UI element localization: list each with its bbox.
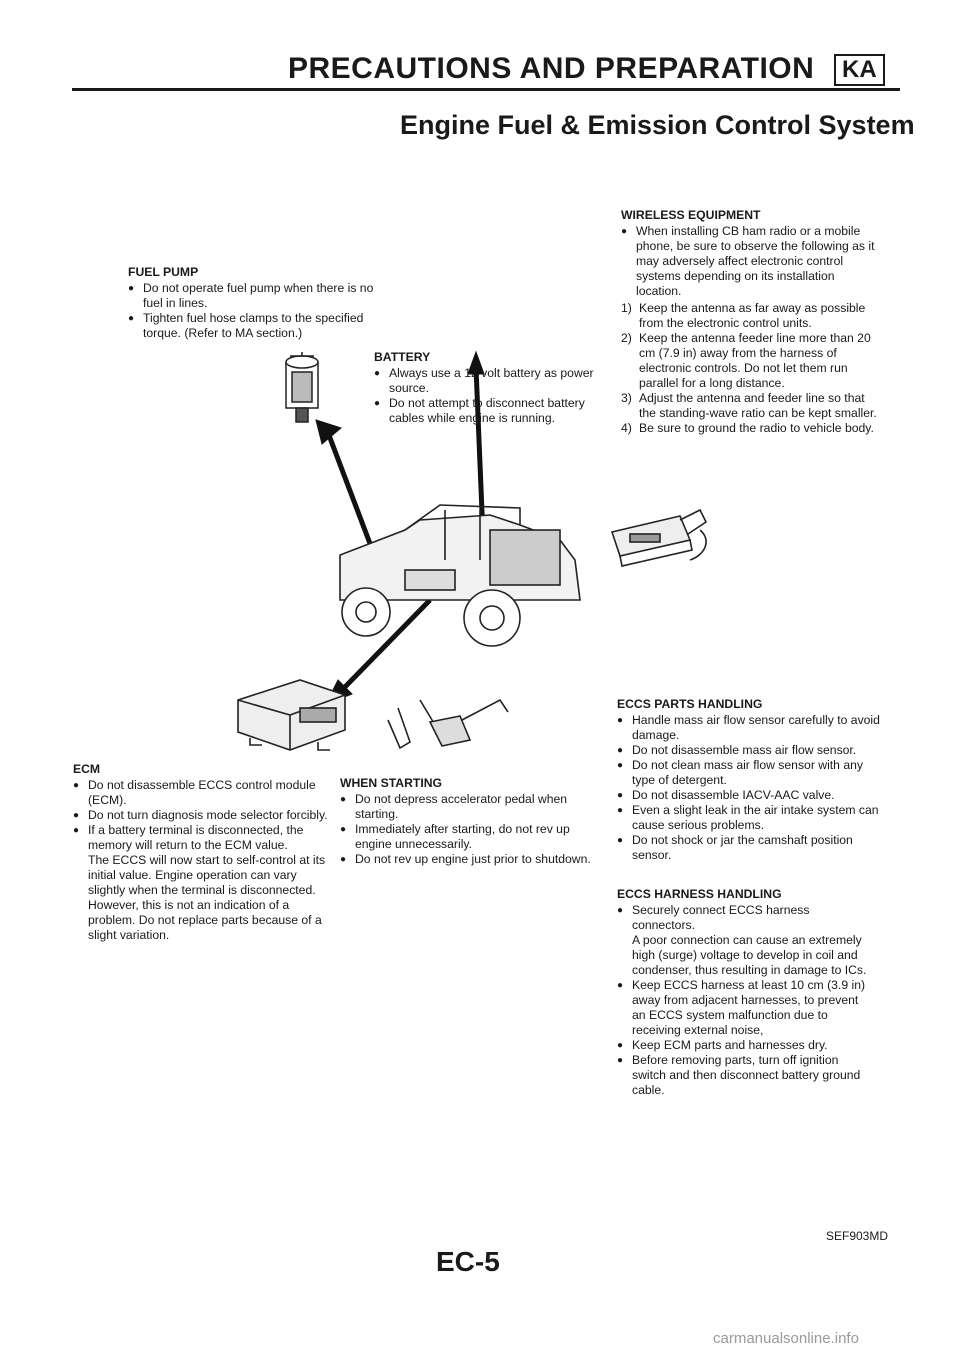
page-header-title: PRECAUTIONS AND PREPARATION	[288, 52, 815, 85]
list-item: ● Securely connect ECCS harness connectors. A poor connection can cause an extremely high (surge) voltage to develop in coil and condenser, thus resulting in damage to ICs.	[617, 903, 867, 978]
page-number: EC-5	[436, 1246, 500, 1277]
list-item: ● Do not operate fuel pump when there is no fuel in lines.	[128, 281, 378, 311]
wireless-block	[621, 208, 877, 436]
list-item: ● Do not clean mass air flow sensor with any type of detergent.	[617, 758, 882, 788]
list-item: ● Do not shock or jar the camshaft position sensor.	[617, 833, 882, 863]
figure-code: SEF903MD	[826, 1229, 889, 1243]
list-item: ● Before removing parts, turn off ignition switch and then disconnect battery ground cable.	[617, 1053, 867, 1098]
parts-block	[617, 697, 882, 863]
battery-heading: BATTERY	[374, 350, 431, 364]
watermark: carmanualsonline.info	[713, 1330, 859, 1347]
ecm-note: The ECCS will now start to self-control at its initial value. Engine operation can vary slightly when the terminal is disconnected. However, this is not an indication of a problem. Do not replace parts because of a slight variation.	[88, 853, 326, 942]
radio-icon	[612, 510, 706, 566]
list-item: ● When installing CB ham radio or a mobile phone, be sure to observe the following as it may adversely affect electronic control systems depending on its installation location.	[621, 224, 877, 299]
pedal-icon	[388, 700, 508, 748]
parts-heading: ECCS PARTS HANDLING	[617, 697, 763, 711]
harness-heading: ECCS HARNESS HANDLING	[617, 887, 782, 901]
list-item: 3) Adjust the antenna and feeder line so that the standing-wave ratio can be kept smaller.	[621, 391, 877, 420]
engine-badge: KA	[834, 54, 885, 86]
ecm-unit-icon	[238, 680, 345, 750]
list-item: 2) Keep the antenna feeder line more than 20 cm (7.9 in) away from the harness of electronic controls. Do not let them run parallel for a long distance.	[621, 331, 871, 390]
truck-icon	[340, 505, 580, 646]
list-item: 1) Keep the antenna as far away as possible from the electronic control units.	[621, 301, 866, 330]
harness-block	[617, 887, 867, 1098]
list-item: ● Even a slight leak in the air intake system can cause serious problems.	[617, 803, 882, 833]
list-item: ● Immediately after starting, do not rev up engine unnecessarily.	[340, 822, 602, 852]
list-item: ● Handle mass air flow sensor carefully to avoid damage.	[617, 713, 882, 743]
list-item: ● Do not disassemble IACV-AAC valve.	[617, 788, 882, 803]
section-title: Engine Fuel & Emission Control System	[400, 110, 915, 140]
list-item: ● Do not disassemble mass air flow sensor.	[617, 743, 882, 758]
fuel-pump-icon	[286, 352, 318, 422]
battery-block	[374, 350, 619, 426]
starting-block	[340, 776, 602, 867]
list-item: ● Do not disassemble ECCS control module (ECM).	[73, 778, 335, 808]
list-item: ● Always use a 12 volt battery as power source.	[374, 366, 619, 396]
wireless-heading: WIRELESS EQUIPMENT	[621, 208, 761, 222]
list-item: ● If a battery terminal is disconnected, the memory will return to the ECM value. The ECCS will now start to self-control at its initial value. Engine operation can vary slightly when the terminal is disconnected. However, this is not an indication of a problem. Do not replace parts because of a slight variation.	[73, 823, 335, 943]
list-item: ● Tighten fuel hose clamps to the specified torque. (Refer to MA section.)	[128, 311, 378, 341]
list-item: 4) Be sure to ground the radio to vehicle body.	[621, 421, 874, 435]
starting-heading: WHEN STARTING	[340, 776, 443, 790]
ecm-heading: ECM	[73, 762, 101, 776]
list-item: ● Do not attempt to disconnect battery cables while engine is running.	[374, 396, 619, 426]
harness-note: A poor connection can cause an extremely high (surge) voltage to develop in coil and condenser, thus resulting in damage to ICs.	[632, 933, 867, 977]
ecm-block	[73, 762, 335, 943]
list-item: ● Do not rev up engine just prior to shutdown.	[340, 852, 602, 867]
list-item: ● Keep ECM parts and harnesses dry.	[617, 1038, 867, 1053]
list-item: ● Do not depress accelerator pedal when starting.	[340, 792, 602, 822]
fuel-pump-heading: FUEL PUMP	[128, 265, 199, 279]
fuel-pump-block	[128, 265, 378, 341]
list-item: ● Keep ECCS harness at least 10 cm (3.9 in) away from adjacent harnesses, to prevent an ECCS system malfunction due to receiving external noise,	[617, 978, 867, 1038]
list-item: ● Do not turn diagnosis mode selector forcibly.	[73, 808, 335, 823]
